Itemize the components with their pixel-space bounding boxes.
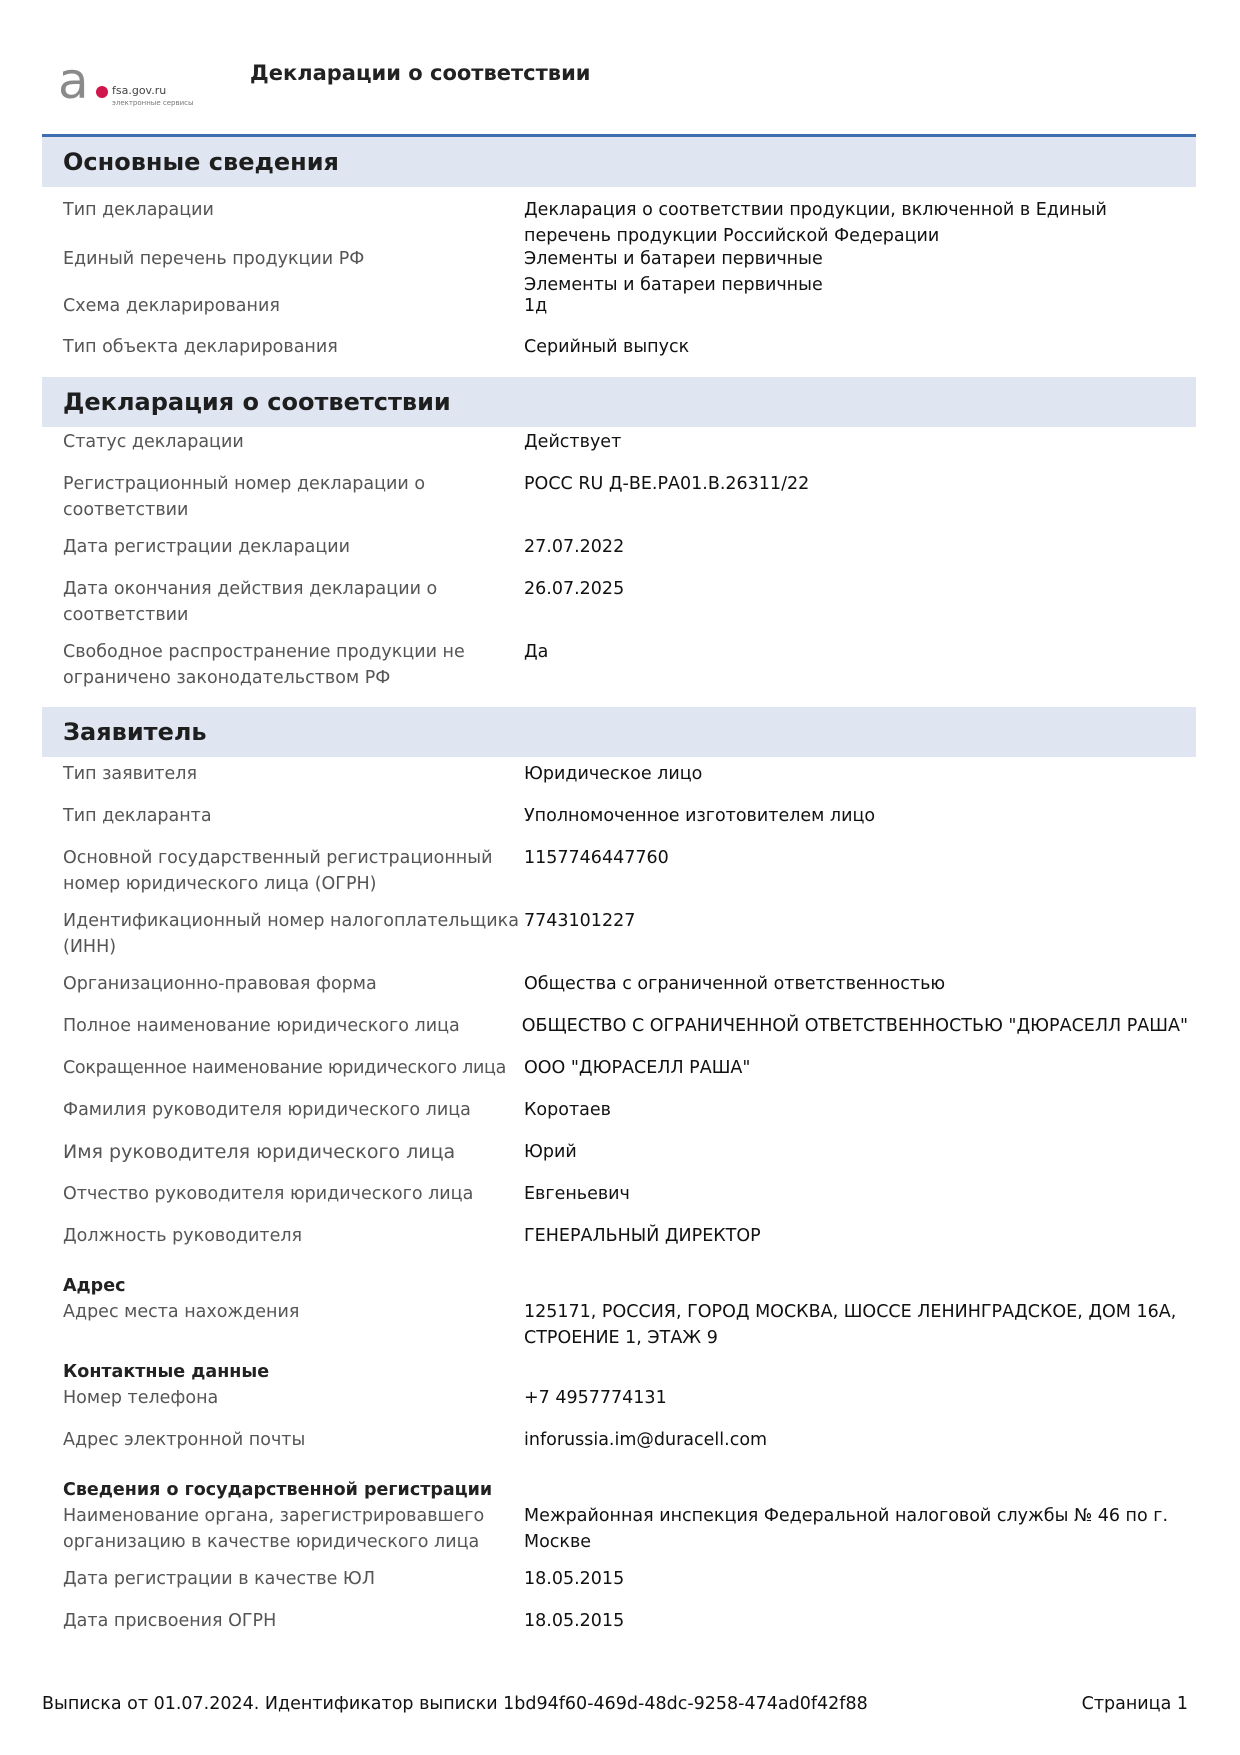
subsection-registration-title: Сведения о государственной регистрации	[63, 1480, 493, 1500]
field-label: Основной государственный регистрационный номер юридического лица (ОГРН)	[63, 848, 493, 894]
field-label: Отчество руководителя юридического лица	[63, 1184, 474, 1204]
field-label: Дата присвоения ОГРН	[63, 1611, 277, 1631]
field-value: 1157746447760	[524, 848, 669, 868]
field-row	[42, 639, 1196, 699]
document-body	[42, 134, 1196, 1638]
field-row	[42, 1181, 1196, 1223]
field-label: Сокращенное наименование юридического лица	[63, 1058, 507, 1078]
subsection-address-title: Адрес	[63, 1276, 126, 1296]
field-label: Фамилия руководителя юридического лица	[63, 1100, 471, 1120]
section-applicant-title: Заявитель	[63, 718, 207, 746]
field-value: ООО "ДЮРАСЕЛЛ РАША"	[524, 1058, 751, 1078]
field-label: Полное наименование юридического лица	[63, 1016, 460, 1036]
field-row	[42, 1608, 1196, 1638]
page-number: Страница 1	[1081, 1694, 1188, 1714]
field-label: Имя руководителя юридического лица	[63, 1141, 456, 1163]
section-declaration-header	[42, 377, 1196, 427]
page-footer	[42, 1694, 1188, 1714]
extract-info: Выписка от 01.07.2024. Идентификатор выписки 1bd94f60-469d-48dc-9258-474ad0f42f88	[42, 1694, 868, 1714]
field-row	[42, 1503, 1196, 1566]
field-value: Юрий	[524, 1142, 577, 1162]
field-row	[42, 429, 1196, 471]
page-title: Декларации о соответствии	[250, 61, 591, 85]
field-value: Да	[524, 642, 549, 662]
logo-site: fsa.gov.ru	[112, 84, 167, 97]
section-basic-header	[42, 137, 1196, 187]
field-row	[42, 534, 1196, 576]
field-value: ГЕНЕРАЛЬНЫЙ ДИРЕКТОР	[524, 1226, 761, 1246]
field-value: Общества с ограниченной ответственностью	[524, 974, 946, 994]
field-label: Тип заявителя	[63, 764, 197, 784]
fsa-logo	[58, 52, 208, 112]
field-value: 27.07.2022	[524, 537, 625, 557]
field-label: Дата регистрации в качестве ЮЛ	[63, 1569, 375, 1589]
field-value: Уполномоченное изготовителем лицо	[524, 806, 876, 826]
field-row	[42, 471, 1196, 534]
field-row	[42, 1013, 1196, 1055]
field-label: Схема декларирования	[63, 296, 280, 316]
field-label: Статус декларации	[63, 432, 244, 452]
field-value: Серийный выпуск	[524, 337, 690, 357]
field-value: 26.07.2025	[524, 579, 625, 599]
field-value: Коротаев	[524, 1100, 611, 1120]
field-value: Юридическое лицо	[524, 764, 703, 784]
section-basic-title: Основные сведения	[63, 148, 339, 176]
field-value: Межрайонная инспекция Федеральной налоговой службы № 46 по г. Москве	[524, 1506, 1169, 1552]
field-label: Тип декларации	[63, 200, 214, 220]
field-row	[42, 576, 1196, 639]
field-value: 125171, РОССИЯ, ГОРОД МОСКВА, ШОССЕ ЛЕНИНГРАДСКОЕ, ДОМ 16А, СТРОЕНИЕ 1, ЭТАЖ 9	[524, 1302, 1177, 1348]
field-label: Тип объекта декларирования	[63, 337, 338, 357]
field-row	[42, 1055, 1196, 1097]
field-row	[42, 908, 1196, 971]
field-row	[42, 761, 1196, 803]
logo-subtitle: электронные сервисы	[112, 99, 194, 107]
field-row	[42, 1427, 1196, 1469]
field-row	[42, 1566, 1196, 1608]
field-row	[42, 1299, 1196, 1359]
field-value: +7 4957774131	[524, 1388, 667, 1408]
fsa-logo-icon: a	[58, 52, 89, 110]
field-row	[42, 1385, 1196, 1427]
field-value: inforussia.im@duracell.com	[524, 1430, 768, 1450]
field-label: Дата регистрации декларации	[63, 537, 351, 557]
field-value: Элементы и батареи первичные Элементы и батареи первичные	[524, 249, 823, 295]
subsection-contacts-title: Контактные данные	[63, 1362, 270, 1382]
field-label: Адрес места нахождения	[63, 1302, 300, 1322]
field-row	[42, 971, 1196, 1013]
field-value: Евгеньевич	[524, 1184, 630, 1204]
field-label: Свободное распространение продукции не ограничено законодательством РФ	[63, 642, 465, 688]
field-row	[42, 803, 1196, 845]
field-label: Адрес электронной почты	[63, 1430, 306, 1450]
field-label: Идентификационный номер налогоплательщика (ИНН)	[63, 911, 519, 957]
section-basic-rows	[42, 187, 1196, 365]
logo-dot	[96, 86, 108, 98]
field-label: Организационно-правовая форма	[63, 974, 377, 994]
field-row	[42, 845, 1196, 908]
field-label: Регистрационный номер декларации о соответствии	[63, 474, 426, 520]
section-applicant-rows	[42, 757, 1196, 1638]
field-label: Должность руководителя	[63, 1226, 303, 1246]
field-value: 7743101227	[524, 911, 636, 931]
field-row	[42, 293, 1196, 334]
field-value: ОБЩЕСТВО С ОГРАНИЧЕННОЙ ОТВЕТСТВЕННОСТЬЮ "ДЮРАСЕЛЛ РАША"	[521, 1016, 1188, 1036]
field-label: Единый перечень продукции РФ	[63, 249, 365, 269]
section-declaration-rows	[42, 427, 1196, 699]
section-declaration-title: Декларация о соответствии	[63, 388, 451, 416]
field-value: 1д	[524, 296, 548, 316]
field-label: Дата окончания действия декларации о соответствии	[63, 579, 438, 625]
field-label: Тип декларанта	[63, 806, 212, 826]
field-value: 18.05.2015	[524, 1611, 625, 1631]
field-row	[42, 1223, 1196, 1265]
field-value: РОСС RU Д-BE.РА01.В.26311/22	[524, 474, 810, 494]
field-value: 18.05.2015	[524, 1569, 625, 1589]
field-label: Наименование органа, зарегистрировавшего организацию в качестве юридического лица	[63, 1506, 485, 1552]
field-row	[42, 246, 1196, 293]
field-label: Номер телефона	[63, 1388, 219, 1408]
field-row	[42, 1139, 1196, 1181]
field-value: Декларация о соответствии продукции, включенной в Единый перечень продукции Российской Федерации	[524, 200, 1107, 246]
field-row	[42, 197, 1196, 246]
section-applicant-header	[42, 707, 1196, 757]
field-row	[42, 1097, 1196, 1139]
field-row	[42, 334, 1196, 365]
field-value: Действует	[524, 432, 622, 452]
